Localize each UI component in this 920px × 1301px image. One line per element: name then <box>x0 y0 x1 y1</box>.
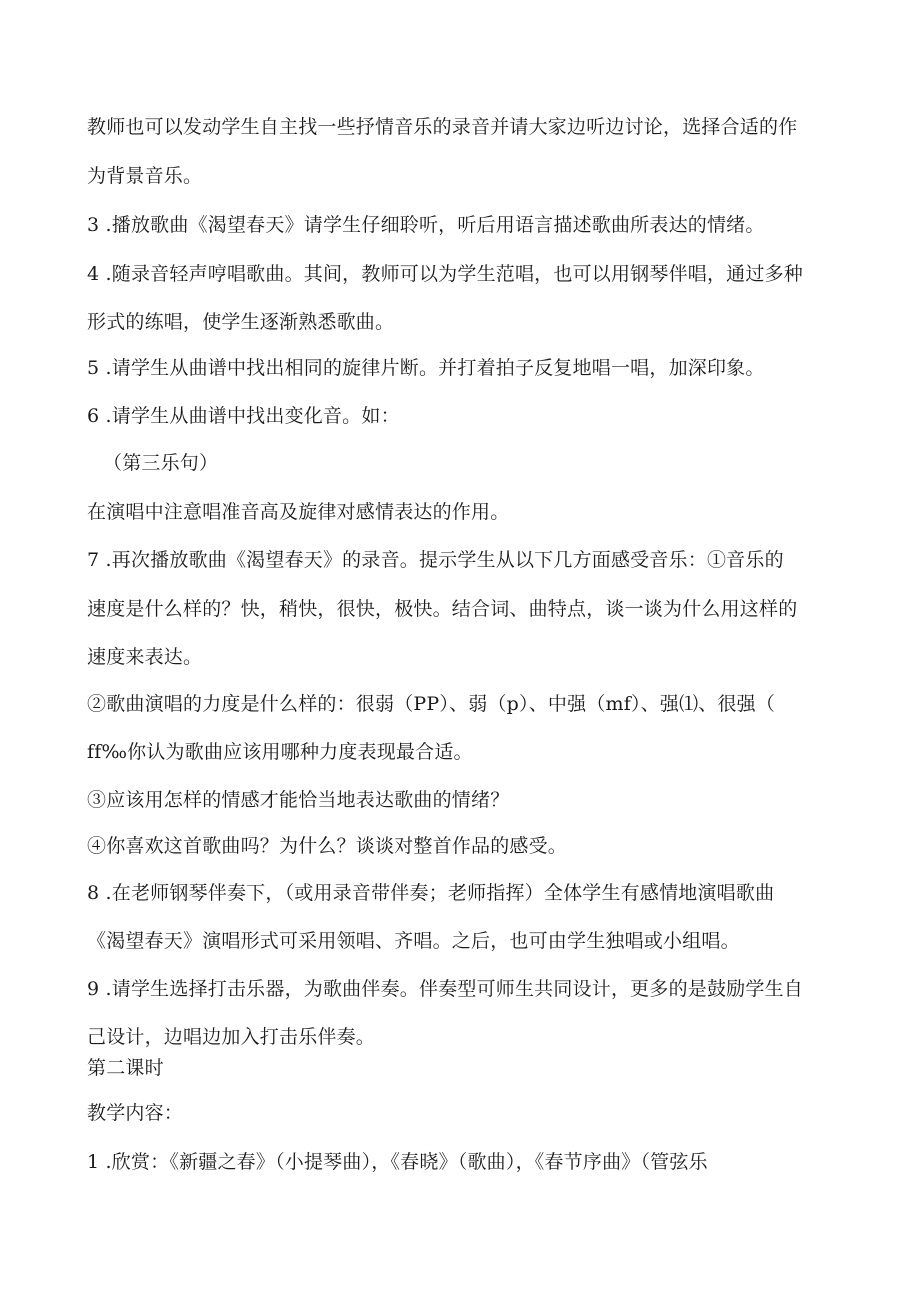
question-2: ②歌曲演唱的力度是什么样的：很弱（PP）、弱（p）、中强（mf）、强⑴、很强（ <box>87 693 776 715</box>
phrase-note: （第三乐句） <box>103 452 219 474</box>
section-heading: 第二课时 <box>87 1057 164 1079</box>
paragraph-line: 《渴望春天》演唱形式可采用领唱、齐唱。之后，也可由学生独唱或小组唱。 <box>87 930 740 952</box>
question-3: ③应该用怎样的情感才能恰当地表达歌曲的情绪？ <box>87 789 510 811</box>
paragraph-line: 己设计，边唱边加入打击乐伴奏。 <box>87 1026 376 1048</box>
list-item-7: 7 .再次播放歌曲《渴望春天》的录音。提示学生从以下几方面感受音乐：①音乐的 <box>87 549 784 571</box>
list-item-8: 8 .在老师钢琴伴奏下，（或用录音带伴奏；老师指挥）全体学生有感情地演唱歌曲 <box>87 882 775 904</box>
list-item-3: 3 .播放歌曲《渴望春天》请学生仔细聆听，听后用语言描述歌曲所表达的情绪。 <box>87 214 765 236</box>
list-item-9: 9 .请学生选择打击乐器，为歌曲伴奏。伴奏型可师生共同设计，更多的是鼓励学生自 <box>87 978 803 1000</box>
paragraph-line: 在演唱中注意唱准音高及旋律对感情表达的作用。 <box>87 501 510 523</box>
list-item-5: 5 .请学生从曲谱中找出相同的旋律片断。并打着拍子反复地唱一唱，加深印象。 <box>87 357 765 379</box>
question-4: ④你喜欢这首歌曲吗？为什么？谈谈对整首作品的感受。 <box>87 835 568 857</box>
paragraph-line: 教师也可以发动学生自主找一些抒情音乐的录音并请大家边听边讨论，选择合适的作 <box>87 116 798 138</box>
paragraph-line: 为背景音乐。 <box>87 165 203 187</box>
paragraph-line: 形式的练唱，使学生逐渐熟悉歌曲。 <box>87 311 395 333</box>
list-item-6: 6 .请学生从曲谱中找出变化音。如： <box>87 405 400 427</box>
paragraph-line: ff‰你认为歌曲应该用哪种力度表现最合适。 <box>87 741 473 763</box>
paragraph-line: 速度来表达。 <box>87 646 203 668</box>
section-label: 教学内容： <box>87 1102 184 1124</box>
list-item-4: 4 .随录音轻声哼唱歌曲。其间，教师可以为学生范唱，也可以用钢琴伴唱，通过多种 <box>87 263 803 285</box>
paragraph-line: 速度是什么样的？快，稍快，很快，极快。结合词、曲特点，谈一谈为什么用这样的 <box>87 598 798 620</box>
list-item-1: 1 .欣赏：《新疆之春》（小提琴曲），《春晓》（歌曲），《春节序曲》（管弦乐 <box>87 1151 708 1173</box>
